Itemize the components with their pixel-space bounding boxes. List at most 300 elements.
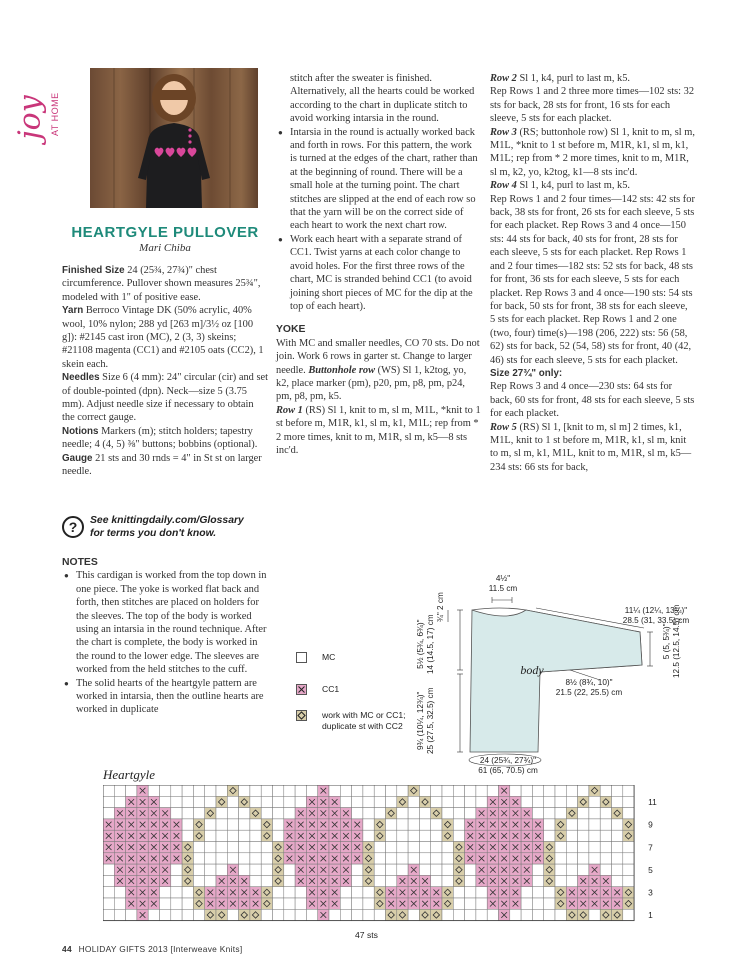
- dim-neck: [486, 574, 520, 593]
- chart-cell: [544, 808, 555, 819]
- chart-cell: [465, 875, 476, 886]
- chart-cell: [589, 842, 600, 853]
- chart-cell: [261, 819, 272, 830]
- chart-cell: [239, 830, 250, 841]
- chart-cell: [465, 785, 476, 796]
- spec-yarn: [62, 304, 268, 371]
- row-text: (RS) Sl 1, [knit to m, sl m] 2 times, k1, M1L, knit to 1 st before m, M1R, k1, sl m, knit to m, sl m, k1, M1L, knit to m, M1R, sl m, k5—234 sts: 66 sts for back,: [490, 421, 692, 473]
- chart-cell: [261, 853, 272, 864]
- chart-cell: [216, 796, 227, 807]
- notes-section: [62, 556, 268, 717]
- chart-cell: [205, 909, 216, 920]
- chart-cell: [284, 796, 295, 807]
- yoke-row1: [276, 404, 481, 458]
- chart-cell: [419, 796, 430, 807]
- chart-cell: [623, 909, 634, 920]
- chart-cell: [442, 796, 453, 807]
- chart-cell: [623, 819, 634, 830]
- chart-cell: [386, 853, 397, 864]
- chart-cell: [566, 830, 577, 841]
- chart-cell: [306, 909, 317, 920]
- chart-cell: [261, 842, 272, 853]
- chart-cell: [544, 796, 555, 807]
- chart-cell: [386, 842, 397, 853]
- chart-cell: [239, 785, 250, 796]
- chart-cell: [397, 819, 408, 830]
- chart-cell: [419, 785, 430, 796]
- dim-yoke-in: 5½ (5¾, 6¾)": [416, 619, 425, 669]
- chart-cell: [227, 808, 238, 819]
- legend-swatch-mc: [296, 652, 307, 663]
- chart-cell: [612, 819, 623, 830]
- size-subheading: Size 27¾" only:: [490, 367, 563, 379]
- chart-cell: [431, 853, 442, 864]
- chart-cell: [386, 909, 397, 920]
- chart-cell: [612, 864, 623, 875]
- chart-cell: [340, 785, 351, 796]
- chart-cell: [408, 842, 419, 853]
- chart-cell: [465, 887, 476, 898]
- chart-cell: [612, 909, 623, 920]
- garment-schematic: [410, 570, 700, 780]
- chart-cell: [261, 796, 272, 807]
- chart-cell: [261, 887, 272, 898]
- chart-cell: [114, 898, 125, 909]
- chart-cell: [453, 808, 464, 819]
- chart-cell: [408, 796, 419, 807]
- chart-cell: [623, 830, 634, 841]
- row-text: (RS) Sl 1, knit to m, sl m, M1L, *knit to 1 st before m, M1R, k1, sl m, k1, M1L; rep from * 2 more times, knit to m, M1R, sl m, k5—8 sts inc'd.: [276, 404, 481, 456]
- chart-cell: [182, 796, 193, 807]
- chart-cell: [623, 808, 634, 819]
- chart-cell: [148, 909, 159, 920]
- chart-cell: [578, 853, 589, 864]
- chart-cell: [408, 785, 419, 796]
- chart-cell: [431, 785, 442, 796]
- chart-cell: [193, 887, 204, 898]
- chart-cell: [171, 808, 182, 819]
- chart-cell: [284, 898, 295, 909]
- chart-cell: [363, 853, 374, 864]
- chart-cell: [182, 830, 193, 841]
- model-photo: [90, 68, 258, 208]
- chart-row-number: 11: [648, 797, 657, 808]
- chart-cell: [171, 796, 182, 807]
- chart-cell: [363, 830, 374, 841]
- dim-bodylen-in: 9¾ (10¼, 12¾)": [416, 691, 425, 750]
- chart-cell: [273, 887, 284, 898]
- chart-cell: [623, 842, 634, 853]
- chart-cell: [250, 853, 261, 864]
- chart-cell: [216, 808, 227, 819]
- spec-label: Needles: [62, 372, 100, 384]
- chart-cell: [261, 808, 272, 819]
- chart-cell: [544, 909, 555, 920]
- chart-cell: [442, 808, 453, 819]
- chart-cell: [273, 785, 284, 796]
- dim-yoke-small-cm: 2 cm: [436, 592, 445, 610]
- chart-cell: [374, 808, 385, 819]
- glossary-link[interactable]: See knittingdaily.com/Glossary: [90, 515, 244, 526]
- chart-cell: [476, 909, 487, 920]
- chart-cell: [612, 842, 623, 853]
- chart-cell: [374, 853, 385, 864]
- chart-cell: [227, 785, 238, 796]
- chart-cell: [442, 842, 453, 853]
- chart-cell: [193, 842, 204, 853]
- chart-cell: [193, 785, 204, 796]
- chart-cell: [397, 909, 408, 920]
- pattern-title: HEARTGYLE PULLOVER: [71, 224, 259, 241]
- glossary-callout: [62, 514, 268, 544]
- chart-cell: [612, 785, 623, 796]
- chart-cell: [182, 853, 193, 864]
- notes-heading: NOTES: [62, 557, 98, 568]
- chart-cell: [566, 842, 577, 853]
- question-icon: ?: [62, 516, 84, 538]
- chart-cell: [453, 819, 464, 830]
- spec-notions: [62, 425, 268, 452]
- chart-cell: [566, 853, 577, 864]
- chart-cell: [419, 830, 430, 841]
- chart-cell: [510, 785, 521, 796]
- chart-cell: [114, 909, 125, 920]
- dim-sleeve-in: 11¼ (12¼, 13¼)": [624, 606, 688, 615]
- chart-cell: [431, 796, 442, 807]
- chart-cell: [182, 819, 193, 830]
- chart-cell: [555, 875, 566, 886]
- chart-cell: [374, 796, 385, 807]
- spec-gauge: [62, 452, 268, 479]
- chart-cell: [566, 808, 577, 819]
- spec-text: 24 (25¾, 27¾)" chest circumference. Pullover shown measures 25¾", modeled with 1" of positive ease.: [62, 265, 261, 303]
- chart-cell: [363, 864, 374, 875]
- chart-cell: [363, 875, 374, 886]
- chart-cell: [521, 909, 532, 920]
- chart-cell: [453, 864, 464, 875]
- chart-cell: [623, 785, 634, 796]
- chart-cell: [227, 819, 238, 830]
- chart-cell: [623, 887, 634, 898]
- chart-cell: [431, 819, 442, 830]
- chart-cell: [374, 887, 385, 898]
- chart-cell: [205, 796, 216, 807]
- chart-cell: [442, 785, 453, 796]
- dim-chest: [468, 756, 548, 775]
- spec-label: Finished Size: [62, 265, 125, 276]
- chart-cell: [363, 842, 374, 853]
- chart-cell: [612, 853, 623, 864]
- chart-cell: [442, 875, 453, 886]
- chart-cell: [566, 875, 577, 886]
- chart-cell: [352, 887, 363, 898]
- chart-cell: [578, 808, 589, 819]
- dim-neck-cm: 11.5 cm: [488, 583, 518, 593]
- chart-cell: [329, 909, 340, 920]
- chart-cell: [273, 796, 284, 807]
- chart-cell: [544, 853, 555, 864]
- chart-cell: [261, 785, 272, 796]
- chart-cell: [386, 808, 397, 819]
- dim-body-length: [416, 688, 435, 754]
- yoke-row5: [490, 421, 695, 475]
- yoke-continued-column: [490, 72, 695, 474]
- spec-text: Markers (m); stitch holders; tapestry needle; 4 (4, 5) ⅜" buttons; bobbins (optional).: [62, 425, 258, 451]
- notes-bullet: ● Intarsia in the round is actually worked back and forth in rows. For this pattern, the work is turned at the edges of the chart, rather than at the beginning of round. There will be a small hole at the turning point. The chart stitches are slipped at the end of each row so that the yarn will be on the correct side of each heart to work the next chart row.: [276, 126, 481, 233]
- chart-cell: [397, 853, 408, 864]
- chart-cell: [363, 796, 374, 807]
- chart-cell: [578, 796, 589, 807]
- chart-cell: [589, 808, 600, 819]
- chart-cell: [182, 864, 193, 875]
- chart-cell: [408, 909, 419, 920]
- page-footer: [62, 944, 243, 954]
- chart-cell: [600, 830, 611, 841]
- chart-cell: [555, 785, 566, 796]
- chart-cell: [182, 887, 193, 898]
- chart-cell: [612, 808, 623, 819]
- yoke-intro-text-2: (WS) Sl 1, k2tog, yo, k2, place marker (pm), p20, pm, p8, pm, p24, pm, p8, pm, k5.: [276, 364, 467, 403]
- chart-cell: [566, 864, 577, 875]
- chart-cell: [612, 830, 623, 841]
- chart-cell: [453, 898, 464, 909]
- chart-cell: [216, 842, 227, 853]
- chart-cell: [555, 864, 566, 875]
- chart-title: Heartgyle: [103, 767, 155, 782]
- yoke-intro-text: With MC and smaller needles, CO 70 sts. Do not join. Work 6 rows in garter st. Change to larger needle.: [276, 337, 480, 376]
- chart-cell: [453, 785, 464, 796]
- chart-cell: [284, 808, 295, 819]
- chart-cell: [250, 864, 261, 875]
- dim-yoke-small: [436, 592, 446, 622]
- yoke-row3: [490, 126, 695, 180]
- chart-cell: [532, 808, 543, 819]
- chart-cell: [453, 887, 464, 898]
- chart-cell: [295, 887, 306, 898]
- chart-cell: [103, 898, 114, 909]
- notes-continued-column: [276, 72, 481, 457]
- chart-cell: [273, 842, 284, 853]
- publisher: [Interweave Knits]: [170, 944, 243, 954]
- chart-cell: [442, 898, 453, 909]
- chart-cell: [273, 898, 284, 909]
- chart-cell: [160, 887, 171, 898]
- chart-cell: [250, 830, 261, 841]
- chart-cell: [442, 830, 453, 841]
- section-tab-joy: joy: [12, 95, 48, 140]
- chart-cell: [600, 842, 611, 853]
- chart-cell: [295, 909, 306, 920]
- legend-label: MC: [322, 652, 336, 662]
- chart-cell: [442, 887, 453, 898]
- row-label: Row 3: [490, 126, 517, 138]
- chart-cell: [431, 864, 442, 875]
- chart-cell: [239, 808, 250, 819]
- yoke-row4: [490, 179, 695, 192]
- chart-cell: [532, 864, 543, 875]
- chart-cell: [544, 898, 555, 909]
- chart-cell: [386, 785, 397, 796]
- chart-cell: [250, 819, 261, 830]
- chart-cell: [216, 909, 227, 920]
- chart-cell: [340, 909, 351, 920]
- chart-cell: [453, 853, 464, 864]
- chart-cell: [566, 909, 577, 920]
- chart-cell: [352, 808, 363, 819]
- chart-cell: [555, 830, 566, 841]
- dim-cuff-in: 5 (5, 5¾)": [662, 623, 671, 660]
- chart-cell: [182, 808, 193, 819]
- notes-bullet: ● Work each heart with a separate strand of CC1. Twist yarns at each color change to avoid holes. For the first three rows of the chart, MC is stranded behind CC1 (to avoid joining short pieces of MC for the dip at the top of each heart).: [276, 233, 481, 313]
- chart-cell: [555, 887, 566, 898]
- notes-bullet: ● The solid hearts of the heartgyle pattern are worked in intarsia, then the outline hearts are worked in duplicate: [62, 677, 268, 717]
- chart-cell: [431, 842, 442, 853]
- chart-cell: [126, 909, 137, 920]
- notes-bullet: ● This cardigan is worked from the top down in one piece. The yoke is worked flat back and forth, then stitches are placed on holders for the sleeves. The top of the body is worked using an intarsia in the round technique. After the chart is complete, the body is worked in the round to the lower edge. The sleeves are worked from the held stitches to the cuff.: [62, 569, 268, 676]
- chart-cell: [397, 830, 408, 841]
- dim-cuff-cm: 12.5 (12.5, 14.5) cm: [671, 604, 681, 678]
- chart-cell: [600, 864, 611, 875]
- yoke-heading: YOKE: [276, 324, 306, 336]
- chart-cell: [352, 864, 363, 875]
- yoke-rep2: Rep Rows 1 and 2 four times—142 sts: 42 sts for back, 38 sts for front, 26 sts for each sleeve, 5 sts for each placket. Rep Rows 3 and 4 once—150 sts: 44 sts for back, 40 sts for front, 28 sts for each sleeve, 5 sts for each placket. Rep Rows 1 and 2 four times—182 sts: 52 sts for back, 48 sts for front, 36 sts for each sleeve, 5 sts for each placket. Rep Rows 3 and 4 once—190 sts: 54 sts for back, 50 sts for front, 38 sts for each sleeve, 5 sts for each placket. Rep Rows 1 and 2 one (two, four) time(s)—198 (206, 222) sts: 56 (58, 62) sts for back, 52 (54, 58) sts for front, 40 (42, 46) sts for each sleeve, 5 sts for each placket.: [490, 193, 695, 366]
- chart-cell: [555, 898, 566, 909]
- chart-cell: [273, 864, 284, 875]
- chart-cell: [555, 819, 566, 830]
- chart-cell: [532, 785, 543, 796]
- chart-cell: [374, 819, 385, 830]
- chart-cell: [442, 819, 453, 830]
- chart-cell: [397, 796, 408, 807]
- chart-cell: [239, 909, 250, 920]
- chart-cell: [419, 842, 430, 853]
- spec-finished-size: [62, 264, 268, 304]
- chart-cell: [363, 909, 374, 920]
- chart-cell: [363, 785, 374, 796]
- chart-cell: [465, 864, 476, 875]
- chart-cell: [227, 830, 238, 841]
- chart-cell: [544, 785, 555, 796]
- chart-cell: [193, 853, 204, 864]
- chart-cell: [160, 909, 171, 920]
- legend-label-line1: work with MC or CC1;: [322, 710, 406, 720]
- chart-cell: [476, 887, 487, 898]
- chart-cell: [487, 909, 498, 920]
- chart-cell: [363, 808, 374, 819]
- chart-cell: [431, 830, 442, 841]
- buttonhole-row-label: Buttonhole row: [308, 364, 376, 376]
- dim-neck-in: 4½": [495, 574, 511, 583]
- chart-cell: [205, 785, 216, 796]
- chart-cell: [250, 796, 261, 807]
- chart-cell: [239, 819, 250, 830]
- notes-bullet-continued: stitch after the sweater is finished. Alternatively, all the hearts could be worked according to the chart in duplicate stitch to avoid working intarsia in the round.: [290, 73, 475, 125]
- chart-cell: [408, 830, 419, 841]
- yoke-row2: [490, 72, 695, 85]
- glossary-line2: for terms you don't know.: [90, 528, 217, 539]
- chart-row-number: 9: [648, 819, 653, 830]
- chart-cell: [103, 808, 114, 819]
- chart-cell: [261, 864, 272, 875]
- spec-label: Gauge: [62, 452, 93, 464]
- chart-cell: [216, 819, 227, 830]
- chart-cell: [306, 785, 317, 796]
- chart-cell: [397, 808, 408, 819]
- chart-cell: [340, 796, 351, 807]
- chart-cell: [216, 830, 227, 841]
- yoke-rep1: Rep Rows 1 and 2 three more times—102 sts: 32 sts for back, 28 sts for front, 16 sts for each sleeve, 5 sts for each placket.: [490, 86, 695, 125]
- chart-cell: [600, 796, 611, 807]
- chart-cell: [386, 796, 397, 807]
- chart-cell: [227, 853, 238, 864]
- chart-cell: [600, 808, 611, 819]
- chart-cell: [160, 785, 171, 796]
- chart-cell: [521, 785, 532, 796]
- spec-text: Size 6 (4 mm): 24" circular (cir) and set of double-pointed (dpn). Neck—size 5 (3.75 mm). Adjust needle size if necessary to obtain the correct gauge.: [62, 372, 268, 424]
- row-text: Sl 1, k4, purl to last m, k5.: [516, 73, 631, 84]
- chart-cell: [352, 785, 363, 796]
- chart-cell: [397, 842, 408, 853]
- chart-cell: [352, 898, 363, 909]
- chart-cell: [555, 842, 566, 853]
- chart-cell: [386, 819, 397, 830]
- chart-cell: [419, 864, 430, 875]
- legend-label-line2: duplicate st with CC2: [322, 721, 403, 731]
- chart-cell: [239, 796, 250, 807]
- chart-cell: [431, 875, 442, 886]
- chart-cell: [273, 909, 284, 920]
- spec-label: Yarn: [62, 305, 84, 317]
- chart-cell: [284, 887, 295, 898]
- chart-cell: [544, 819, 555, 830]
- chart-cell: [205, 808, 216, 819]
- glossary-text: [90, 514, 270, 540]
- legend-swatch-cc2: [296, 710, 307, 721]
- chart-cell: [261, 898, 272, 909]
- chart-cell: [408, 853, 419, 864]
- dim-cuff: [662, 605, 681, 678]
- chart-cell: [532, 796, 543, 807]
- chart-cell: [363, 887, 374, 898]
- chart-cell: [261, 875, 272, 886]
- chart-cell: [578, 909, 589, 920]
- yoke-intro: [276, 337, 481, 404]
- dim-chest-in: 24 (25¾, 27¾)": [479, 756, 537, 765]
- chart-row-number: 3: [648, 887, 653, 898]
- chart-cell: [487, 785, 498, 796]
- chart-cell: [227, 909, 238, 920]
- chart-cell: [250, 785, 261, 796]
- dim-bodylen-cm: 25 (27.5, 32.5) cm: [425, 687, 435, 754]
- chart-cell: [193, 875, 204, 886]
- chart-cell: [600, 853, 611, 864]
- legend-label: [322, 710, 406, 732]
- chart-cell: [578, 842, 589, 853]
- chart-cell: [374, 875, 385, 886]
- chart-cell: [216, 864, 227, 875]
- chart-cell: [182, 909, 193, 920]
- chart-cell: [239, 842, 250, 853]
- chart-cell: [295, 796, 306, 807]
- chart-cell: [205, 819, 216, 830]
- chart-cell: [578, 830, 589, 841]
- dim-arm-cm: 21.5 (22, 25.5) cm: [555, 687, 623, 697]
- chart-cell: [103, 796, 114, 807]
- chart-cell: [182, 898, 193, 909]
- chart-cell: [453, 842, 464, 853]
- chart-cell: [250, 808, 261, 819]
- dim-sleeve: [606, 606, 706, 625]
